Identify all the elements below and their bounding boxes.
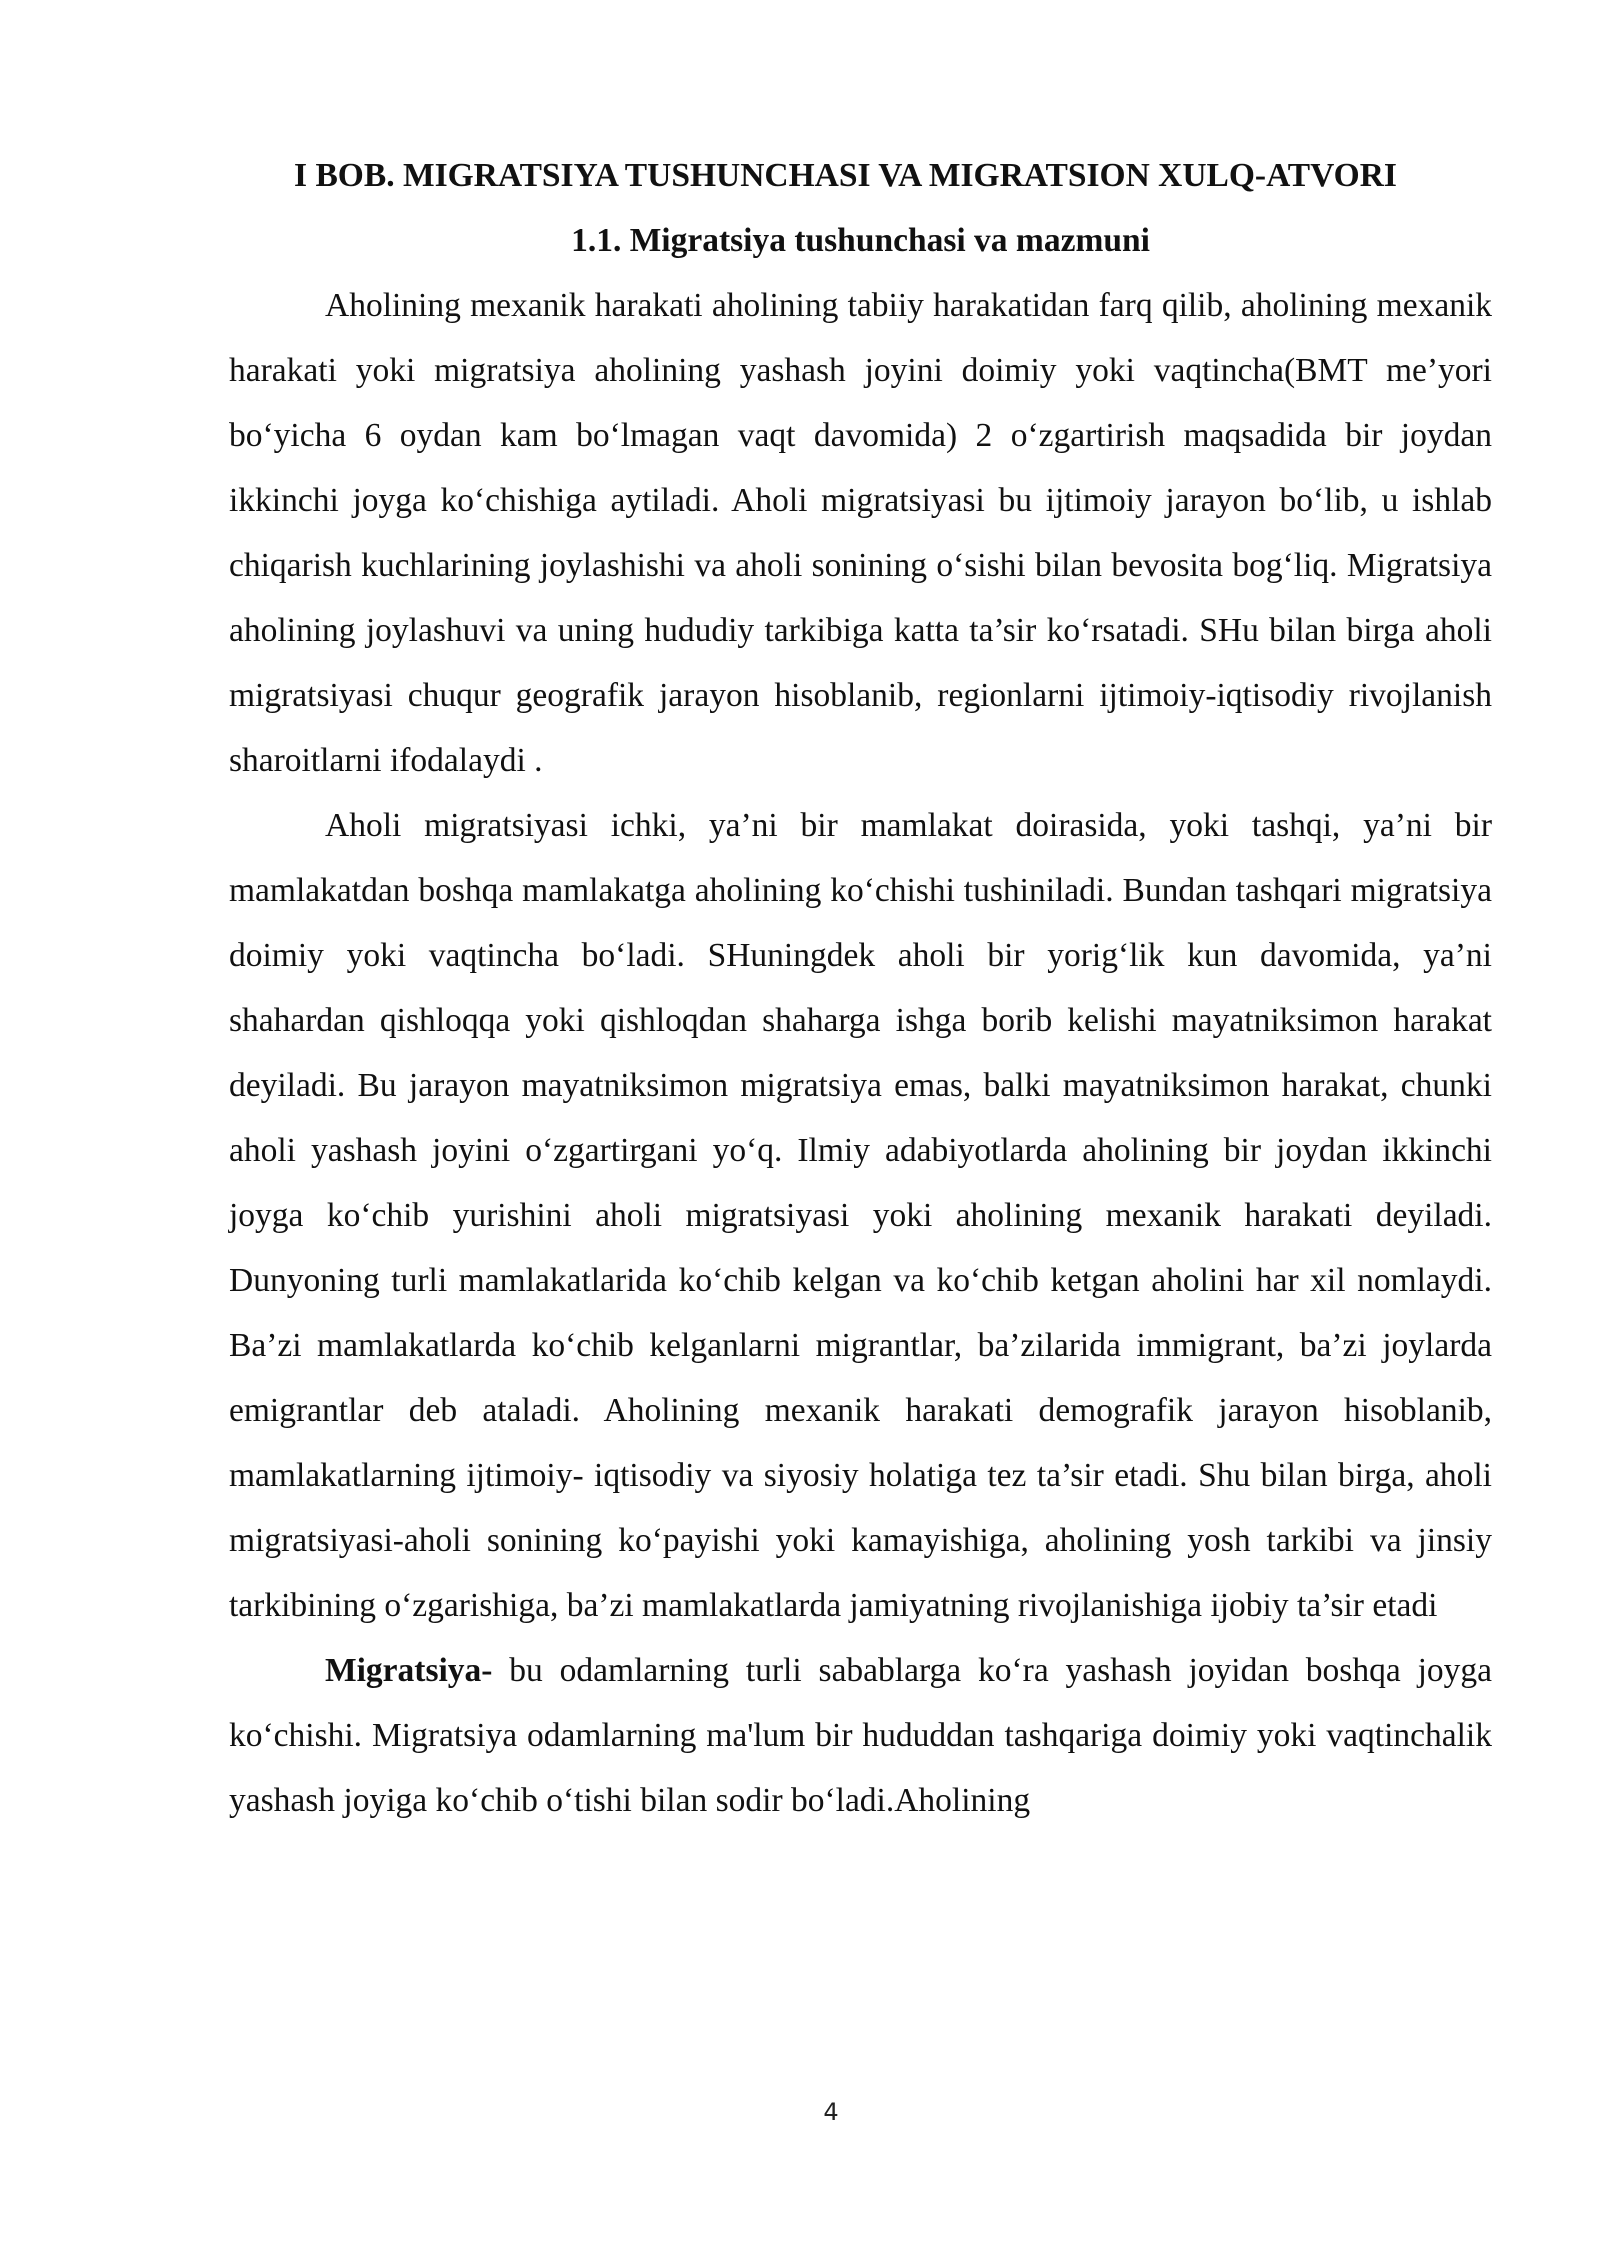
chapter-title: I BOB. MIGRATSIYA TUSHUNCHASI VA MIGRATSION XULQ-ATVORI (294, 157, 1397, 194)
paragraph-3 (229, 1638, 1492, 1833)
term-migratsiya: Migratsiya- (325, 1652, 493, 1689)
page-number: 4 (823, 2098, 839, 2126)
section-title: 1.1. Migratsiya tushunchasi va mazmuni (571, 222, 1150, 259)
paragraph-2: Aholi migratsiyasi ichki, ya’ni bir mamlakat doirasida, yoki tashqi, ya’ni bir mamlakatdan boshqa mamlakatga aholining ko‘chishi tushiniladi. Bundan tashqari migratsiya doimiy yoki vaqtincha bo‘ladi. SHuningdek aholi bir yorig‘lik kun davomida, ya’ni shahardan qishloqqa yoki qishloqdan shaharga ishga borib kelishi mayatniksimon harakat deyiladi. Bu jarayon mayatniksimon migratsiya emas, balki mayatniksimon harakat, chunki aholi yashash joyini o‘zgartirgani yo‘q. Ilmiy adabiyotlarda aholining bir joydan ikkinchi joyga ko‘chib yurishini aholi migratsiyasi yoki aholining mexanik harakati deyiladi. Dunyoning turli mamlakatlarida ko‘chib kelgan va ko‘chib ketgan aholini har xil nomlaydi. Ba’zi mamlakatlarda ko‘chib kelganlarni migrantlar, ba’zilarida immigrant, ba’zi joylarda emigrantlar deb ataladi. Aholining mexanik harakati demografik jarayon hisoblanib, mamlakatlarning ijtimoiy- iqtisodiy va siyosiy holatiga tez ta’sir etadi. Shu bilan birga, aholi migratsiyasi-aholi sonining ko‘payishi yoki kamayishiga, aholining yosh tarkibi va jinsiy tarkibining o‘zgarishiga, ba’zi mamlakatlarda jamiyatning rivojlanishiga ijobiy ta’sir etadi (229, 807, 1492, 1624)
paragraph-1: Aholining mexanik harakati aholining tabiiy harakatidan farq qilib, aholining mexanik harakati yoki migratsiya aholining yashash joyini doimiy yoki vaqtincha(BMT me’yori bo‘yicha 6 oydan kam bo‘lmagan vaqt davomida) 2 o‘zgartirish maqsadida bir joydan ikkinchi joyga ko‘chishiga aytiladi. Aholi migratsiyasi bu ijtimoiy jarayon bo‘lib, u ishlab chiqarish kuchlarining joylashishi va aholi sonining o‘sishi bilan bevosita bog‘liq. Migratsiya aholining joylashuvi va uning hududiy tarkibiga katta ta’sir ko‘rsatadi. SHu bilan birga aholi migratsiyasi chuqur geografik jarayon hisoblanib, regionlarni ijtimoiy-iqtisodiy rivojlanish sharoitlarni ifodalaydi . (229, 287, 1492, 779)
paragraph-3-text: bu odamlarning turli sabablarga ko‘ra yashash joyidan boshqa joyga ko‘chishi. Migratsiya odamlarning ma'lum bir hududdan tashqariga doimiy yoki vaqtinchalik yashash joyiga ko‘chib o‘tishi bilan sodir bo‘ladi.Aholining (229, 1652, 1492, 1819)
